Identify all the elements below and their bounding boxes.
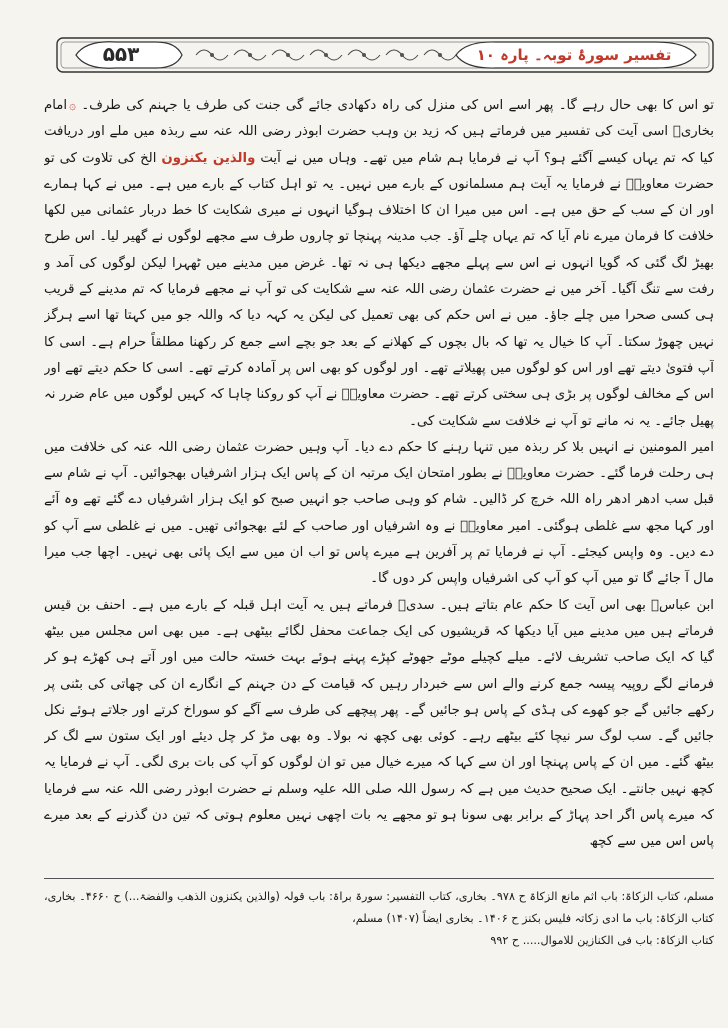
- paragraph: [44, 593, 714, 856]
- paragraph: [44, 92, 714, 435]
- paragraph: [44, 435, 714, 593]
- text-run: ابن عباسؓ بھی اس آیت کا حکم عام بتاتے ہیں۔ سدیؒ فرماتے ہیں یہ آیت اہل قبلہ کے بارے میں ہے۔ احنف بن قیس فرماتے ہیں میں مدینے میں آیا دیکھا کہ قریشیوں کی ایک جماعت محفل لگائے بیٹھی ہے۔ میں بھی اس مجلس میں بیٹھ گیا کہ ایک صاحب تشریف لائے۔ میلے کچیلے موٹے جھوٹے کپڑے پہنے ہوئے بہت خستہ حالت میں اور آتے ہی کھڑے ہو کر فرمانے لگے روپیہ پیسہ جمع کرنے والے اس سے خبردار رہیں کہ قیامت کے دن جہنم کے انگارے ان کی چھاتی کی بٹنی پر رکھے جائیں گے جو کھوے کی ہڈی کے پاس ہو جائیں گے۔ پھر پیچھے کی طرف سے آگے کو سوراخ کرتے اور جلاتے ہوئے نکل جائیں گے۔ سب لوگ سر نیچا کئے بیٹھے رہے۔ کوئی بھی کچھ نہ بولا۔ وہ بھی مڑ کر چل دیئے اور ایک ستون سے لگ کر بیٹھ گئے۔ میں ان کے پاس پہنچا اور ان سے کہا کہ میرے خیال میں تو ان لوگوں کو آپ کی بات بری لگی۔ آپ نے فرمایا یہ کچھ نہیں جانتے۔ ایک صحیح حدیث میں ہے کہ رسول اللہ صلی اللہ علیہ وسلم نے حضرت ابوذر رضی اللہ عنہ سے فرمایا کہ میرے پاس اگر احد پہاڑ کے برابر بھی سونا ہو تو مجھے یہ بات اچھی نہیں معلوم ہوتی کہ تین دن گذرنے کے بعد میرے پاس اس میں سے کچھ: [44, 597, 714, 850]
- footnote: مسلم، کتاب الزکاۃ: باب اثم مانع الزکاۃ ح ۹۷۸۔ بخاری، کتاب التفسیر: سورۃ براۃ: باب قولہ (والذین یکنزون الذھب والفضۃ...) ح ۴۶۶۰۔ بخاری، کتاب الزکاۃ: باب ما ادی زکاتہ فلیس بکنز ح ۱۴۰۶۔ بخاری ایضاً (۱۴۰۷) مسلم،: [44, 890, 714, 925]
- quranic-phrase: والذین یکنزون: [161, 150, 256, 166]
- footnote-divider: [44, 878, 714, 879]
- main-text: [44, 92, 714, 866]
- text-run: الخ کی تلاوت کی تو حضرت معاویہؓ نے فرمایا یہ آیت ہم مسلمانوں کے بارے میں نہیں۔ یہ تو اہل کتاب کے بارے میں ہے۔ میں نے کہا ہمارے اور ان کے سب کے حق میں ہے۔ اس میں میرا ان کا اختلاف ہوگیا انہوں نے میری شکایت کا خط دربار عثمانی میں لکھا خلافت کا فرمان میرے نام آیا کہ تم یہاں چلے آؤ۔ جب مدینہ پہنچا تو چاروں طرف سے مجھے لوگوں نے گھیر لیا۔ اس طرح بھیڑ لگ گئی کہ گویا انہوں نے اس سے پہلے مجھے دیکھا ہی نہ تھا۔ غرض میں مدینے میں ٹھہرا لیکن لوگوں کی آمد و رفت سے تنگ آگیا۔ آخر میں نے حضرت عثمان رضی اللہ عنہ سے شکایت کی تو آپ نے مجھے فرمایا کہ تم مدینے کے قریب ہی کسی صحرا میں چلے جاؤ۔ میں نے اس حکم کی بھی تعمیل کی لیکن یہ کہہ دیا کہ واللہ جو میں کہتا تھا اسے ہرگز نہیں چھوڑ سکتا۔ آپ کا خیال یہ تھا کہ بال بچوں کے کھلانے کے بعد جو بچے اسے جمع کر رکھنا مطلقاً حرام ہے۔ اسی کا آپ فتویٰ دیتے تھے اور اس کو لوگوں میں پھیلاتے تھے۔ اور لوگوں کو بھی اس پر آمادہ کرتے تھے۔ اسی کا حکم دیتے تھے اور اس کے مخالف لوگوں پر بڑی ہی سختی کرتے تھے۔ حضرت معاویہؓ نے آپ کو روکنا چاہا کہ کہیں لوگوں میں عام ضرر نہ پھیل جائے۔ یہ نہ مانے تو آپ نے خلافت سے شکایت کی۔: [44, 150, 714, 429]
- text-run: تو اس کا بھی حال رہے گا۔ پھر اسے اس کی منزل کی راہ دکھادی جائے گی جنت کی طرف یا جہنم کی طرف۔: [76, 98, 714, 113]
- footnotes: [44, 886, 714, 996]
- hadith-marker-icon: ۞: [69, 98, 77, 112]
- page-header: [56, 36, 714, 74]
- page-number: ۵۵۳: [102, 42, 140, 66]
- running-title: تفسیر سورۂ توبہ۔ پارہ ۱۰: [476, 46, 672, 64]
- footnote: کتاب الزکاۃ: باب فی الکنازین للاموال..... ح ۹۹۲: [490, 934, 714, 947]
- text-run: امام بخاریؒ اسی آیت کی تفسیر میں فرماتے ہیں کہ زید بن وہب حضرت ابوذر رضی اللہ عنہ سے ربذہ میں ملے اور دریافت کیا کہ تم یہاں کیسے آگئے ہو؟ آپ نے فرمایا ہم شام میں تھے۔ وہاں میں نے آیت: [44, 98, 714, 166]
- text-run: امیر المومنین نے انہیں بلا کر ربذہ میں تنہا رہنے کا حکم دے دیا۔ آپ وہیں حضرت عثمان رضی اللہ عنہ کی خلافت میں ہی رحلت فرما گئے۔ حضرت معاویہؓ نے بطور امتحان ایک مرتبہ ان کے پاس ایک ہزار اشرفیاں بھجوائیں۔ آپ نے شام سے قبل سب ادھر ادھر راہ اللہ خرچ کر ڈالیں۔ شام کو وہی صاحب جو انہیں صبح کو ایک ہزار اشرفیاں دے گئے تھے وہ آئے اور کہا مجھ سے غلطی ہوگئی۔ امیر معاویہؓ نے وہ اشرفیاں اور صاحب کے لئے بھجوائی تھیں۔ میں نے غلطی سے آپ کو دے دیں۔ وہ واپس کیجئے۔ آپ نے فرمایا تم پر آفرین ہے میرے پاس تو اب ان میں سے ایک پائی بھی نہیں۔ اچھا جب میرا مال آ جائے گا تو میں آپ کو آپ کی اشرفیاں واپس کر دوں گا۔: [44, 439, 714, 587]
